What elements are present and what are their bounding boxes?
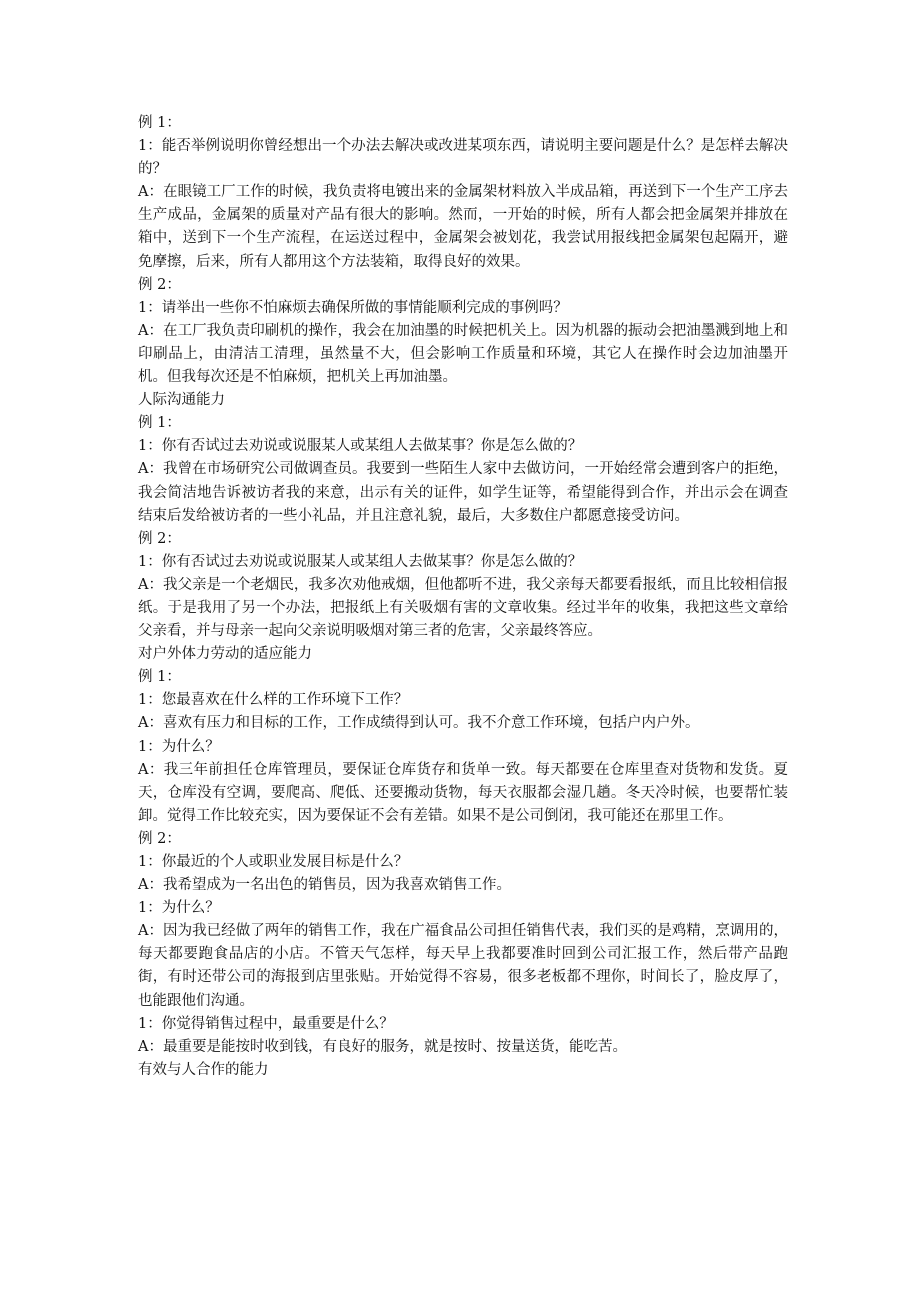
question: 1：能否举例说明你曾经想出一个办法去解决或改进某项东西，请说明主要问题是什么？是怎样去解决的？ <box>138 138 788 178</box>
document-body <box>138 112 788 1082</box>
answer: A：在眼镜工厂工作的时候，我负责将电镀出来的金属架材料放入半成品箱，再送到下一个生产工序去生产成品，金属架的质量对产品有很大的影响。然而，一开始的时候，所有人都会把金属架并排放在箱中，送到下一个生产流程，在运送过程中，金属架会被划花，我尝试用报线把金属架包起隔开，避免摩擦，后来，所有人都用这个方法装箱，取得良好的效果。 <box>138 184 788 270</box>
answer: A：因为我已经做了两年的销售工作，我在广福食品公司担任销售代表，我们买的是鸡精，烹调用的，每天都要跑食品店的小店。不管天气怎样，每天早上我都要准时回到公司汇报工作，然后带产品跑街，有时还带公司的海报到店里张贴。开始觉得不容易，很多老板都不理你，时间长了，脸皮厚了，也能跟他们沟通。 <box>138 923 788 1009</box>
question: 1：为什么？ <box>138 738 220 755</box>
section-heading: 人际沟通能力 <box>138 392 225 409</box>
question: 1：为什么？ <box>138 900 220 917</box>
answer: A：喜欢有压力和目标的工作，工作成绩得到认可。我不介意工作环境，包括户内户外。 <box>138 715 700 732</box>
question: 1：你有否试过去劝说或说服某人或某组人去做某事？你是怎么做的？ <box>138 553 583 570</box>
section-heading: 对户外体力劳动的适应能力 <box>138 646 312 663</box>
answer: A：我希望成为一名出色的销售员，因为我喜欢销售工作。 <box>138 877 511 894</box>
example-label: 例 2： <box>138 530 181 547</box>
question: 1：您最喜欢在什么样的工作环境下工作？ <box>138 692 409 709</box>
example-label: 例 1： <box>138 115 181 131</box>
answer: A：最重要是能按时收到钱，有良好的服务，就是按时、按量送货，能吃苦。 <box>138 1038 627 1055</box>
question: 1：你最近的个人或职业发展目标是什么？ <box>138 854 409 870</box>
answer: A：我曾在市场研究公司做调查员。我要到一些陌生人家中去做访问，一开始经常会遭到客户的拒绝，我会简洁地告诉被访者我的来意，出示有关的证件，如学生证等，希望能得到合作，并出示会在调查结束后发给被访者的一些小礼品，并且注意礼貌，最后，大多数住户都愿意接受访问。 <box>138 461 788 524</box>
question: 1：你觉得销售过程中，最重要是什么？ <box>138 1015 394 1032</box>
answer: A：我三年前担任仓库管理员，要保证仓库货存和货单一致。每天都要在仓库里查对货物和发货。夏天，仓库没有空调，要爬高、爬低、还要搬动货物，每天衣服都会湿几趟。冬天冷时候，也要帮忙装卸。觉得工作比较充实，因为要保证不会有差错。如果不是公司倒闭，我可能还在那里工作。 <box>138 761 788 824</box>
section-heading: 有效与人合作的能力 <box>138 1061 269 1078</box>
answer: A：在工厂我负责印刷机的操作，我会在加油墨的时候把机关上。因为机器的振动会把油墨溅到地上和印刷品上，由清洁工清理，虽然量不大，但会影响工作质量和环境，其它人在操作时会边加油墨开机。但我每次还是不怕麻烦，把机关上再加油墨。 <box>138 322 788 386</box>
question: 1：请举出一些你不怕麻烦去确保所做的事情能顺利完成的事例吗？ <box>138 299 568 316</box>
example-label: 例 2： <box>138 276 181 293</box>
example-label: 例 1： <box>138 669 181 686</box>
question: 1：你有否试过去劝说或说服某人或某组人去做某事？你是怎么做的？ <box>138 438 583 455</box>
example-label: 例 2： <box>138 830 181 847</box>
example-label: 例 1： <box>138 415 181 432</box>
answer: A：我父亲是一个老烟民，我多次劝他戒烟，但他都听不进，我父亲每天都要看报纸，而且比较相信报纸。于是我用了另一个办法，把报纸上有关吸烟有害的文章收集。经过半年的收集，我把这些文章给父亲看，并与母亲一起向父亲说明吸烟对第三者的危害，父亲最终答应。 <box>138 576 788 640</box>
